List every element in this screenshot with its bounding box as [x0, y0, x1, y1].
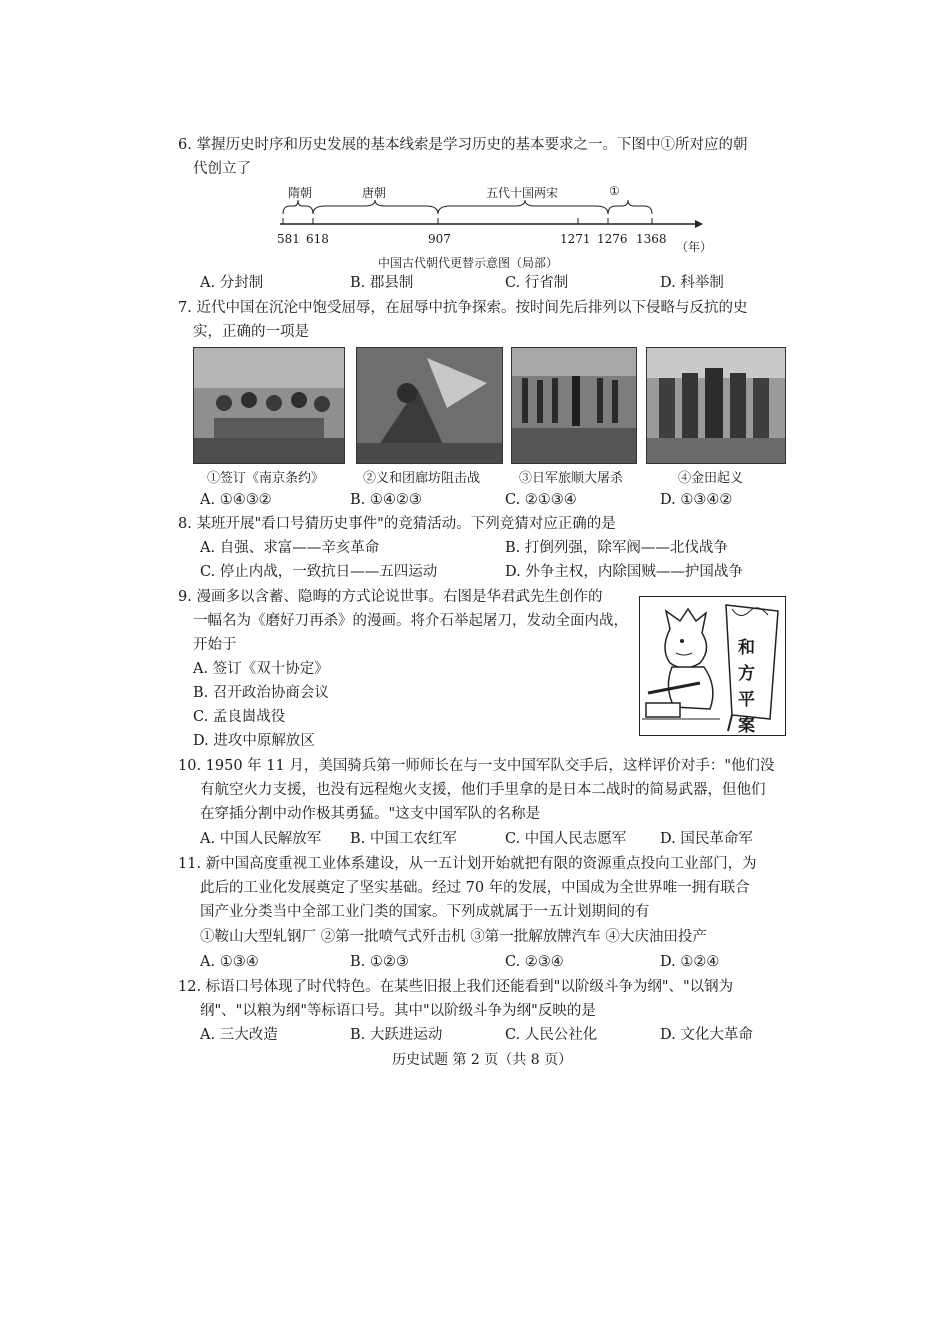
- cartoon-sign-text: 和方平案: [738, 638, 757, 736]
- timeline-unit: （年）: [676, 240, 713, 254]
- q7-option-b[interactable]: B. ①④②③: [350, 492, 422, 508]
- q6-stem-line2: 代创立了: [193, 161, 251, 177]
- timeline-year: 618: [306, 232, 329, 246]
- q11-stem-line2: 此后的工业化发展奠定了坚实基础。经过 70 年的发展，中国成为全世界唯一拥有联合: [200, 880, 750, 896]
- q6-option-b[interactable]: B. 郡县制: [350, 275, 414, 291]
- photo-jintian-uprising-art: [647, 348, 785, 463]
- cartoon-frame: [639, 596, 786, 736]
- photo-caption-4: ④金田起义: [678, 471, 744, 486]
- q12-option-b[interactable]: B. 大跃进运动: [350, 1027, 443, 1043]
- q11-stem-line1: 11. 新中国高度重视工业体系建设，从一五计划开始就把有限的资源重点投向工业部门，为: [178, 856, 757, 872]
- q10-stem-line3: 在穿插分割中动作极其勇猛。"这支中国军队的名称是: [200, 806, 541, 822]
- brace-tang: [313, 200, 438, 214]
- q10-option-a[interactable]: A. 中国人民解放军: [200, 831, 322, 847]
- q6-option-d[interactable]: D. 科举制: [660, 275, 724, 291]
- q9-stem-line2: 一幅名为《磨好刀再杀》的漫画。将介石举起屠刀，发动全面内战，: [193, 613, 628, 629]
- q12-option-d[interactable]: D. 文化大革命: [660, 1027, 753, 1043]
- q11-items: ①鞍山大型轧钢厂 ②第一批喷气式歼击机 ③第一批解放牌汽车 ④大庆油田投产: [200, 929, 707, 945]
- q9-option-d[interactable]: D. 进攻中原解放区: [193, 733, 315, 749]
- q9-stem-line3: 开始于: [193, 637, 237, 653]
- timeline-arrow: [695, 220, 703, 228]
- q10-stem-line2: 有航空火力支援，也没有远程炮火支援，他们手里拿的是日本二战时的简易武器，但他们: [200, 782, 766, 798]
- q11-stem-line3: 国产业分类当中全部工业门类的国家。下列成就属于一五计划期间的有: [200, 904, 650, 920]
- photo-caption-2: ②义和团廊坊阻击战: [363, 471, 481, 486]
- brace-1: [608, 200, 652, 214]
- photo-nanjing-treaty-art: [194, 348, 344, 463]
- page-footer: 历史试题 第 2 页（共 8 页）: [392, 1052, 573, 1068]
- photo-lushun-massacre-art: [512, 348, 636, 463]
- photo-lushun-massacre: [511, 347, 637, 464]
- q8-option-d[interactable]: D. 外争主权，内除国贼——护国战争: [505, 564, 743, 580]
- q8-option-c[interactable]: C. 停止内战，一致抗日——五四运动: [200, 564, 438, 580]
- q11-option-d[interactable]: D. ①②④: [660, 954, 720, 970]
- q11-option-c[interactable]: C. ②③④: [505, 954, 564, 970]
- q12-option-a[interactable]: A. 三大改造: [200, 1027, 278, 1043]
- timeline-year: 907: [428, 232, 451, 246]
- q11-option-a[interactable]: A. ①③④: [200, 954, 259, 970]
- brace-sui: [283, 200, 313, 214]
- q7-option-c[interactable]: C. ②①③④: [505, 492, 577, 508]
- q12-option-c[interactable]: C. 人民公社化: [505, 1027, 598, 1043]
- brace-song: [438, 200, 608, 214]
- q6-option-a[interactable]: A. 分封制: [200, 275, 264, 291]
- timeline-year: 1276: [597, 232, 628, 246]
- timeline-caption: 中国古代朝代更替示意图（局部）: [378, 256, 559, 270]
- photo-boxer-langfang: [356, 347, 503, 464]
- q7-option-d[interactable]: D. ①③④②: [660, 492, 733, 508]
- photo-boxer-langfang-art: [357, 348, 502, 463]
- timeline-year: 581: [277, 232, 300, 246]
- q9-option-c[interactable]: C. 孟良崮战役: [193, 709, 286, 725]
- q8-option-a[interactable]: A. 自强、求富——辛亥革命: [200, 540, 380, 556]
- q11-option-b[interactable]: B. ①②③: [350, 954, 409, 970]
- photo-caption-3: ③日军旅顺大屠杀: [519, 471, 624, 486]
- q10-option-d[interactable]: D. 国民革命军: [660, 831, 753, 847]
- timeline-year: 1271: [560, 232, 591, 246]
- q9-option-a[interactable]: A. 签订《双十协定》: [193, 661, 329, 677]
- photo-jintian-uprising: [646, 347, 786, 464]
- photo-caption-1: ①签订《南京条约》: [207, 471, 325, 486]
- q7-stem-line2: 实，正确的一项是: [193, 324, 309, 340]
- timeline-label-tang: 唐朝: [362, 186, 387, 200]
- q6-stem-line1: 6. 掌握历史时序和历史发展的基本线索是学习历史的基本要求之一。下图中①所对应的朝: [178, 137, 748, 153]
- q12-stem-line2: 纲"、"以粮为纲"等标语口号。其中"以阶级斗争为纲"反映的是: [200, 1003, 596, 1019]
- q9-stem-line1: 9. 漫画多以含蓄、隐晦的方式论说世事。右图是华君武先生创作的: [178, 589, 603, 605]
- timeline-label-song: 五代十国两宋: [486, 186, 559, 200]
- q10-option-b[interactable]: B. 中国工农红军: [350, 831, 457, 847]
- q8-stem: 8. 某班开展"看口号猜历史事件"的竞猜活动。下列竞猜对应正确的是: [178, 516, 616, 532]
- q7-stem-line1: 7. 近代中国在沉沦中饱受屈辱，在屈辱中抗争探索。按时间先后排列以下侵略与反抗的史: [178, 300, 748, 316]
- q8-option-b[interactable]: B. 打倒列强，除军阀——北伐战争: [505, 540, 728, 556]
- timeline-label-sui: 隋朝: [288, 186, 313, 200]
- q7-option-a[interactable]: A. ①④③②: [200, 492, 272, 508]
- q9-option-b[interactable]: B. 召开政治协商会议: [193, 685, 329, 701]
- timeline-label-1: ①: [609, 184, 620, 198]
- q12-stem-line1: 12. 标语口号体现了时代特色。在某些旧报上我们还能看到"以阶级斗争为纲"、"以钢为: [178, 979, 734, 995]
- timeline-year: 1368: [636, 232, 667, 246]
- q10-stem-line1: 10. 1950 年 11 月，美国骑兵第一师师长在与一支中国军队交手后，这样评价对手："他们没: [178, 758, 775, 774]
- photo-nanjing-treaty: [193, 347, 345, 464]
- q6-option-c[interactable]: C. 行省制: [505, 275, 569, 291]
- q10-option-c[interactable]: C. 中国人民志愿军: [505, 831, 627, 847]
